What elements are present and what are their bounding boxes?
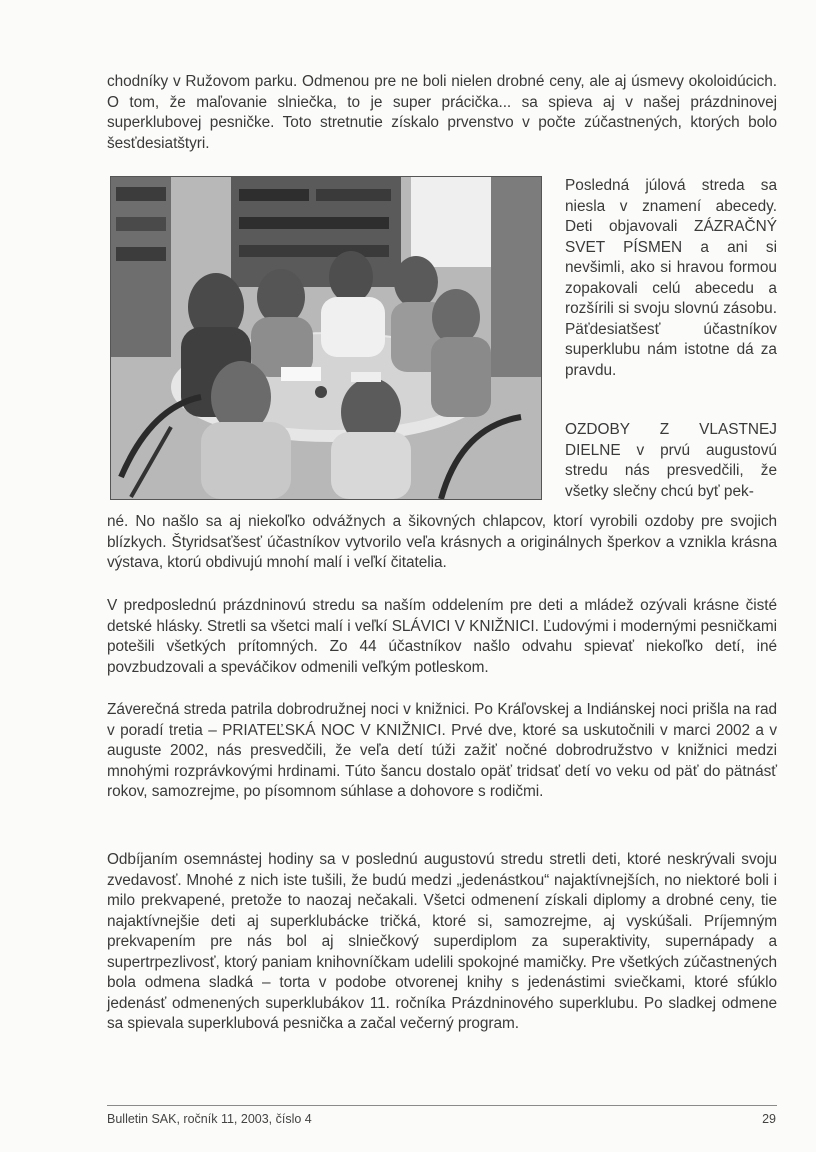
paragraph-zaver: Odbíjaním osemnástej hodiny sa v poslednú augustovú stredu stretli deti, ktoré neskrývali svoju zvedavosť. Mnohé z nich iste tušili, že budú medzi „jedenástkou“ najaktívnejších, no niektoré boli i milo prekvapené, pretože to naozaj nečakali. Všetci odmenení získali diplomy a drobné ceny, tie najaktívnejšie deti aj superklubácke tričká, ktoré si, samozrejme, aj vyskúšali. Príjemným prekvapením pre nás bol aj slniečkový superdiplom za superaktivity, supernápady a supertrpezlivosť, ktorý paniam knihovníčkam udelili spokojné mamičky. Pre všetkých zúčastnených bola odmena sladká – torta v podobe otvorenej knihy s jedenástimi sviečkami, ktoré sfúklo jedenásť odmenených superklubákov 11. ročníka Prázdninového superklubu. Po sladkej odmene sa spievala superklubová pesnička a začal večerný program. — [107, 851, 777, 1032]
children-at-table-image — [111, 177, 541, 499]
page-number: 29 — [762, 1112, 776, 1126]
footer-divider — [107, 1105, 777, 1106]
paragraph-priatelska-noc: Záverečná streda patrila dobrodružnej noci v knižnici. Po Kráľovskej a Indiánskej noci prišla na rad v poradí tretia – PRIATEĽSKÁ NOC V KNIŽNICI. Prvé dve, ktoré sa uskutočnili v marci 2002 a v auguste 2002, nás presvedčili, že veľa detí túži zažiť nočné dobrodružstvo v knižnici medzi mnohými rozprávkovými hrdinami. Túto šancu dostalo opäť tridsať detí vo veku od päť do pätnásť rokov, samozrejme, po písomnom súhlase a dohovore s rodičmi. — [107, 701, 777, 800]
library-photo — [110, 176, 542, 500]
footer-publication: Bulletin SAK, ročník 11, 2003, číslo 4 — [107, 1112, 312, 1126]
paragraph-ozdoby-continued: né. No našlo sa aj niekoľko odvážnych a šikovných chlapcov, ktorí vyrobili ozdoby pre svojich blízkych. Štyridsaťšesť účastníkov vytvorilo veľa krásnych a originálnych šperkov a vznikla krásna výstava, ktorú obdivujú mnohí malí i veľkí čitatelia. — [107, 513, 777, 571]
paragraph-abeceda: Posledná júlová streda sa niesla v znamení abecedy. Deti objavovali ZÁZRAČNÝ SVET PÍSMEN a ani si nevšimli, ako si hravou formou zopakovali celú abecedu a rozšírili si svoju slovnú zásobu. Päťdesiatšesť účastníkov superklubu nám istotne dá za pravdu. — [565, 177, 777, 379]
paragraph-ozdoby-start: OZDOBY Z VLASTNEJ DIELNE v prvú augustovú stredu nás presvedčili, že všetky slečny chcú byť pek- — [565, 421, 777, 500]
paragraph-slavici: V predposlednú prázdninovú stredu sa naším oddelením pre deti a mládež ozývali krásne čisté detské hlásky. Stretli sa všetci malí i veľkí SLÁVICI V KNIŽNICI. Ľudovými i modernými pesničkami potešili všetkých prítomných. Zo 44 účastníkov našlo odvahu spievať niekoľko detí, iné povzbudzovali a speváčikov odmenili veľkým potleskom. — [107, 597, 777, 676]
paragraph-intro: chodníky v Ružovom parku. Odmenou pre ne boli nielen drobné ceny, ale aj úsmevy okoloidúcich. O tom, že maľovanie slniečka, to je super prácička... sa spieva aj v našej prázdninovej superklubovej pesničke. Toto stretnutie získalo prvenstvo v počte zúčastnených, ktorých bolo šesťdesiatštyri. — [107, 73, 777, 152]
